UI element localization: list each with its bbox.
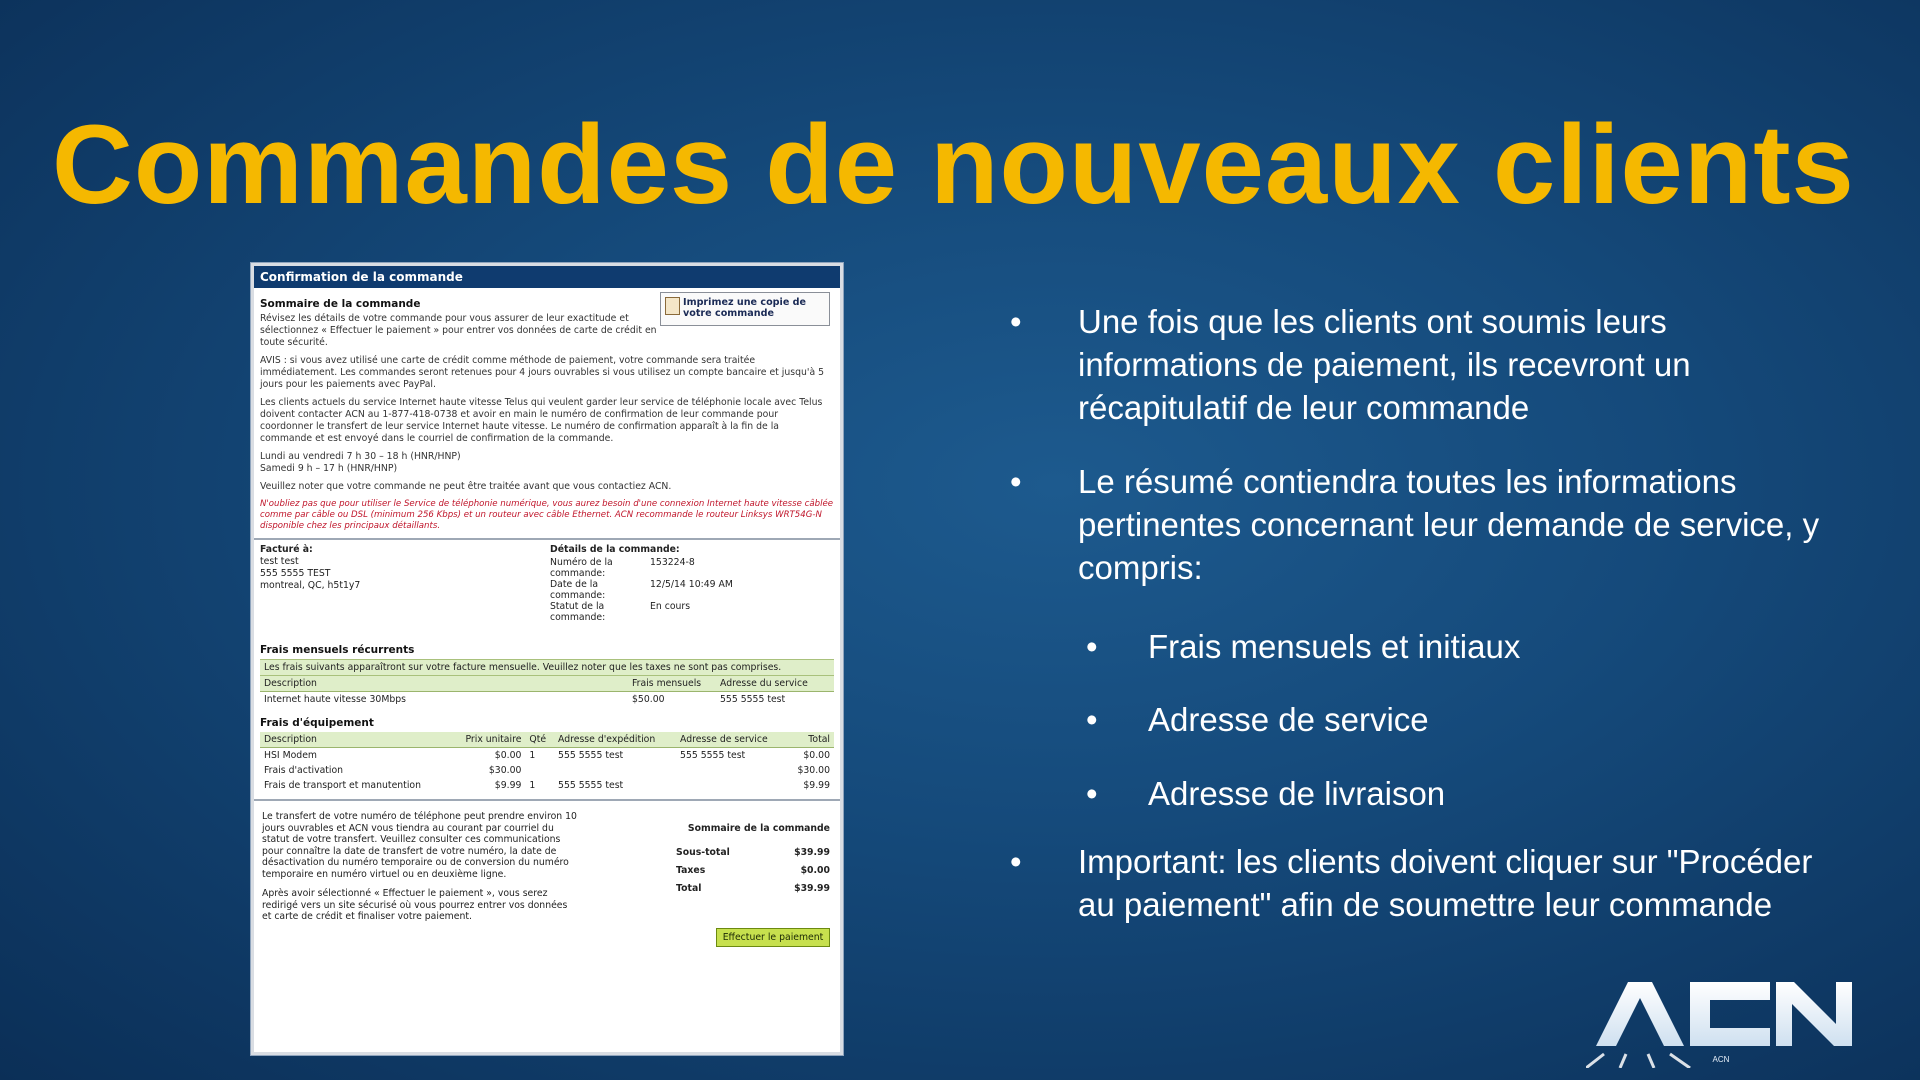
intro-text: Révisez les détails de votre commande pour vous assurer de leur exactitude et sélectionnez « Effectuer le paiement » pour entrer vos données de carte de crédit en toute sécurité. bbox=[260, 313, 657, 348]
print-copy-label: Imprimez une copie de votre commande bbox=[683, 297, 807, 319]
cell: Internet haute vitesse 30Mbps bbox=[264, 694, 406, 705]
effectuer-paiement-button[interactable]: Effectuer le paiement bbox=[716, 928, 830, 947]
hours-weekday: Lundi au vendredi 7 h 30 – 18 h (HNR/HNP) bbox=[260, 451, 461, 462]
col-header: Adresse du service bbox=[716, 676, 834, 692]
bullet-text: Le résumé contiendra toutes les informations pertinentes concernant leur demande de service, y compris: bbox=[1078, 463, 1820, 586]
slide-title: Commandes de nouveaux clients bbox=[52, 102, 1855, 227]
acn-logo bbox=[1586, 972, 1856, 1068]
taxes-value: $0.00 bbox=[800, 865, 830, 876]
cell: Frais d'activation bbox=[264, 765, 344, 776]
contact-note: Veuillez noter que votre commande ne peut être traitée avant que vous contactiez ACN. bbox=[260, 481, 672, 492]
billed-to-line: 555 5555 TEST bbox=[260, 568, 331, 579]
transfer-note: Le transfert de votre numéro de téléphone peut prendre environ 10 jours ouvrables et ACN vous tiendra au courant par courriel du statut de votre transfert. Veuillez consulter ces communications pour connaître la date de transfert de votre numéro, la date de désactivation du numéro temporaire ou de conversion du numéro temporaire en numéro virtuel ou en deuxième ligne. bbox=[262, 811, 577, 880]
cell: 555 5555 test bbox=[720, 694, 786, 705]
cell bbox=[676, 778, 787, 793]
cell: HSI Modem bbox=[264, 750, 317, 761]
bottom-notes bbox=[262, 811, 578, 923]
cell: $0.00 bbox=[494, 750, 522, 761]
cell: $50.00 bbox=[632, 694, 665, 705]
payment-note: Après avoir sélectionné « Effectuer le paiement », vous serez redirigé vers un site sécurisé où vous pourrez entrer vos données et carte de crédit et finaliser votre paiement. bbox=[262, 888, 568, 922]
col-header: Description bbox=[260, 732, 451, 748]
cell: $9.99 bbox=[803, 780, 830, 791]
bullet-marker: • bbox=[1010, 843, 1022, 880]
cell: $0.00 bbox=[803, 750, 830, 761]
col-header: Adresse d'expédition bbox=[554, 732, 676, 748]
bullet-marker: • bbox=[1086, 701, 1098, 738]
col-header: Qté bbox=[525, 732, 554, 748]
billed-to-line: montreal, QC, h5t1y7 bbox=[260, 580, 361, 591]
totals-heading: Sommaire de la commande bbox=[687, 823, 830, 834]
bullet-marker: • bbox=[1086, 628, 1098, 665]
order-totals bbox=[676, 823, 830, 898]
equipment-table bbox=[260, 732, 834, 793]
order-date-label: Date de la commande: bbox=[550, 579, 606, 601]
order-number-label: Numéro de la commande: bbox=[550, 557, 613, 579]
sub-bullet-text: Frais mensuels et initiaux bbox=[1148, 628, 1521, 665]
billing-order-section bbox=[254, 544, 840, 640]
col-header: Frais mensuels bbox=[628, 676, 716, 692]
bullet-marker: • bbox=[1010, 303, 1022, 340]
bullet-text: Une fois que les clients ont soumis leurs informations de paiement, ils recevront un récapitulatif de leur commande bbox=[1078, 303, 1691, 426]
divider bbox=[254, 799, 840, 801]
recurring-note: Les frais suivants apparaîtront sur votre facture mensuelle. Veuillez noter que les taxes ne sont pas comprises. bbox=[260, 659, 834, 676]
order-details bbox=[550, 544, 830, 623]
cell: 555 5555 test bbox=[558, 780, 624, 791]
recurring-heading: Frais mensuels récurrents bbox=[260, 644, 415, 656]
cell bbox=[525, 763, 554, 778]
order-number: 153224-8 bbox=[650, 557, 695, 568]
order-status: En cours bbox=[650, 601, 691, 612]
cell: $30.00 bbox=[488, 765, 522, 776]
bullet-marker: • bbox=[1010, 463, 1022, 500]
cell bbox=[676, 763, 787, 778]
col-header: Total bbox=[787, 732, 834, 748]
col-header: Adresse de service bbox=[676, 732, 787, 748]
cell: $9.99 bbox=[494, 780, 522, 791]
order-confirmation-screenshot bbox=[251, 263, 843, 1055]
table-row bbox=[260, 778, 834, 793]
subtotal-label: Sous-total bbox=[676, 847, 730, 858]
table-row bbox=[260, 748, 834, 764]
bottom-section bbox=[254, 805, 840, 955]
cell bbox=[554, 763, 676, 778]
telus-note: Les clients actuels du service Internet haute vitesse Telus qui veulent garder leur service de téléphonie locale avec Telus doivent contacter ACN au 1-877-418-0738 et avoir en main le numéro de confirmation de leur commande pour coordonner le transfert de leur service Internet haute vitesse. Le numéro de confirmation apparaît à la fin de la commande et est envoyé dans le courriel de confirmation de la commande. bbox=[260, 397, 823, 444]
order-details-label: Détails de la commande: bbox=[550, 544, 680, 555]
bullet-text: Important: les clients doivent cliquer sur "Procéder au paiement" afin de soumettre leur commande bbox=[1078, 843, 1813, 923]
total-value: $39.99 bbox=[794, 883, 830, 894]
cell: 555 5555 test bbox=[558, 750, 624, 761]
order-date: 12/5/14 10:49 AM bbox=[650, 579, 733, 590]
cell: 555 5555 test bbox=[680, 750, 746, 761]
printer-icon bbox=[665, 297, 680, 315]
table-row bbox=[260, 692, 834, 708]
confirmation-header: Confirmation de la commande bbox=[254, 266, 840, 288]
order-status-label: Statut de la commande: bbox=[550, 601, 606, 623]
sub-bullet-text: Adresse de service bbox=[1148, 701, 1429, 738]
table-row bbox=[260, 763, 834, 778]
billed-to-line: test test bbox=[260, 556, 299, 567]
equipment-heading: Frais d'équipement bbox=[260, 717, 374, 729]
billed-to bbox=[260, 544, 530, 592]
total-label: Total bbox=[676, 883, 702, 894]
cell: 1 bbox=[529, 750, 536, 761]
subtotal-value: $39.99 bbox=[794, 847, 830, 858]
print-copy-button[interactable] bbox=[660, 292, 830, 326]
bullet-marker: • bbox=[1086, 775, 1098, 812]
col-header: Prix unitaire bbox=[451, 732, 525, 748]
logo-text: ACN bbox=[1712, 1055, 1730, 1064]
cell: $30.00 bbox=[797, 765, 830, 776]
taxes-label: Taxes bbox=[676, 865, 706, 876]
cell: 1 bbox=[529, 780, 536, 791]
sub-bullet-text: Adresse de livraison bbox=[1148, 775, 1446, 812]
hours-saturday: Samedi 9 h – 17 h (HNR/HNP) bbox=[260, 463, 398, 474]
notice-text: AVIS : si vous avez utilisé une carte de crédit comme méthode de paiement, votre commande sera traitée immédiatement. Les commandes seront retenues pour 4 jours ouvrables si vous utilisez un compte bancaire et jusqu'à 5 jours pour les paiements avec PayPal. bbox=[260, 355, 825, 390]
recurring-table bbox=[260, 676, 834, 707]
col-header: Description bbox=[260, 676, 628, 692]
cell: Frais de transport et manutention bbox=[264, 780, 421, 791]
divider bbox=[254, 538, 840, 540]
summary-heading: Sommaire de la commande bbox=[260, 298, 421, 310]
red-warning-note: N'oubliez pas que pour utiliser le Service de téléphonie numérique, vous aurez besoin d'une connexion Internet haute vitesse câblée comme par câble ou DSL (minimum 256 Kbps) et un routeur avec câble Ethernet. ACN recommande le routeur Linksys WRT54G-N disponible chez les principaux détaillants. bbox=[260, 499, 834, 531]
billed-to-label: Facturé à: bbox=[260, 544, 313, 555]
